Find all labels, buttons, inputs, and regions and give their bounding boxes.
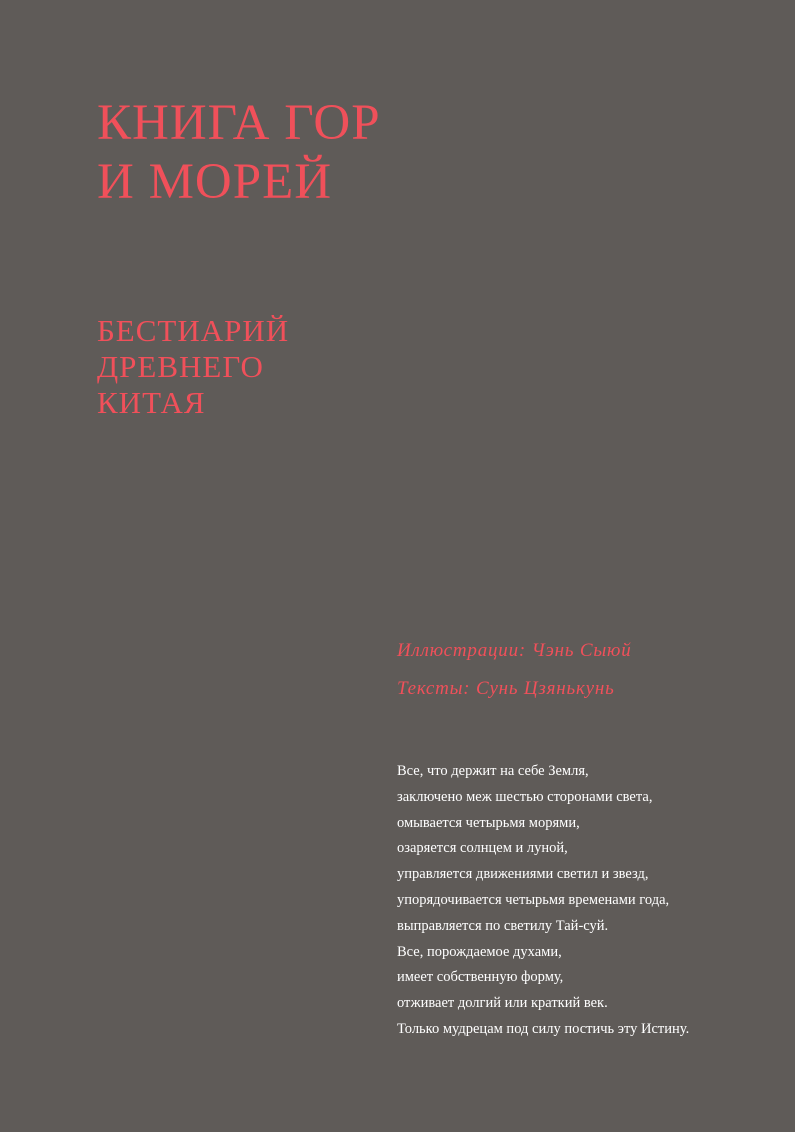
book-subtitle-line: БЕСТИАРИЙ [97,313,290,348]
epigraph-line: Все, что держит на себе Земля, [397,763,589,779]
book-subtitle [97,313,289,421]
epigraph-line: Все, порождаемое духами, [397,943,562,960]
epigraph-line: имеет собственную форму, [397,969,564,986]
credits [397,632,632,708]
book-title-line: И МОРЕЙ [97,154,333,210]
epigraph-line: упорядочивается четырьмя временами года, [397,891,670,908]
epigraph [397,759,689,1043]
epigraph-line: управляется движениями светил и звезд, [397,866,649,883]
book-subtitle-line: ДРЕВНЕГО [97,349,264,384]
epigraph-line: омывается четырьмя морями, [397,814,580,831]
epigraph-line: заключено меж шестью сторонами света, [397,788,653,805]
epigraph-line: Только мудрецам под силу постичь эту Истину. [397,1020,690,1037]
book-title [97,94,381,212]
book-title-line: КНИГА ГОР [97,95,381,151]
illustrator-credit: Иллюстрации: Чэнь Сыюй [397,640,632,661]
epigraph-line: выправляется по светилу Тай-суй. [397,917,609,934]
book-subtitle-line: КИТАЯ [97,385,206,420]
author-credit: Тексты: Сунь Цзянькунь [397,678,615,699]
epigraph-line: озаряется солнцем и луной, [397,840,568,857]
epigraph-line: отживает долгий или краткий век. [397,995,608,1012]
